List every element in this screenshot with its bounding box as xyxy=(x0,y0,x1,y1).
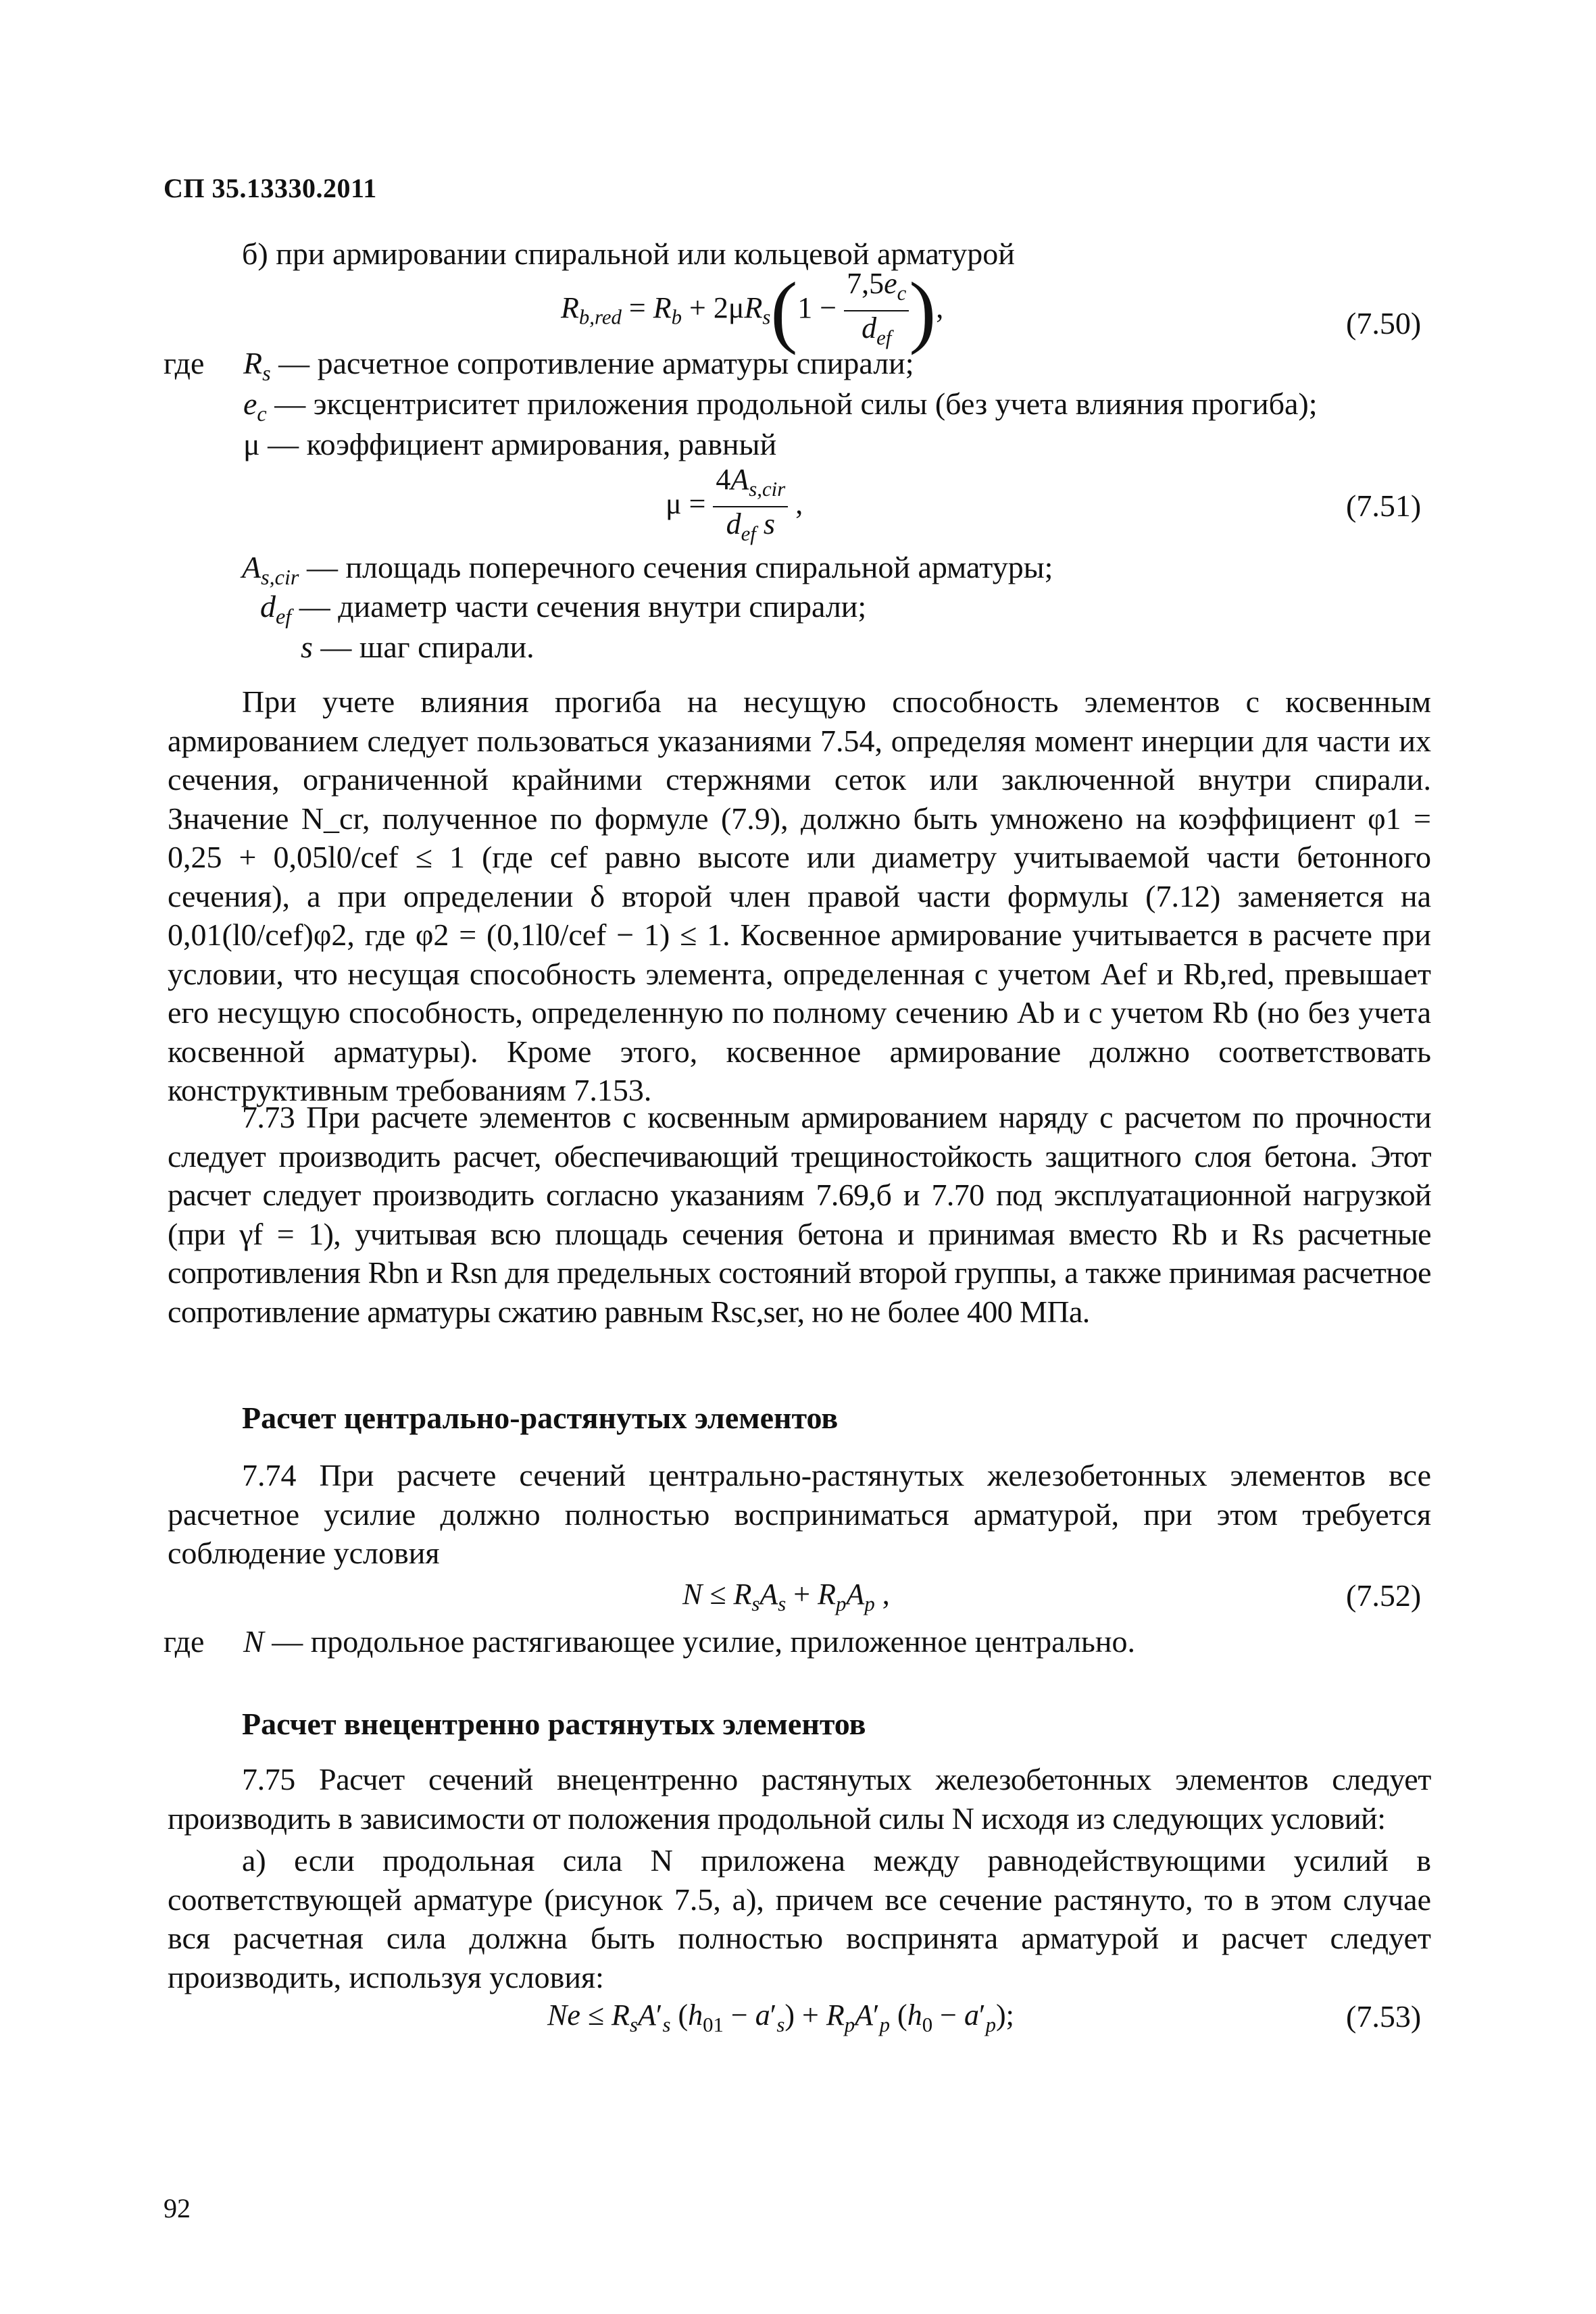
def-subscript: ef xyxy=(276,604,292,629)
heading-central-tension: Расчет центрально-растянутых элементов xyxy=(242,1401,839,1435)
page-number: 92 xyxy=(164,2193,191,2223)
def-text: — расчетное сопротивление арматуры спирали; xyxy=(270,346,914,380)
paragraph-7-75-a xyxy=(168,1841,1431,1996)
equation-number-7-52: (7.52) xyxy=(1346,1578,1422,1613)
section-b-intro: б) при армировании спиральной или кольцевой арматурой xyxy=(242,236,1015,271)
def-symbol: N xyxy=(243,1624,264,1659)
paragraph-7-75-a-text: а) если продольная сила N приложена между равнодействующими усилий в соответствующей арматуре (рисунок 7.5, а), причем все сечение растянуто, то в этом случае вся расчетная сила должна быть полностью воспринята арматурой и расчет следует производить, используя условия: xyxy=(168,1843,1431,1994)
def-subscript: s,cir xyxy=(261,565,299,590)
paragraph-7-73 xyxy=(168,1098,1431,1331)
paragraph-7-73-text: 7.73 При расчете элементов с косвенным армированием наряду с расчетом по прочности следует производить расчет, обеспечивающий трещиностойкость защитного слоя бетона. Этот расчет следует производить согласно указаниям 7.69,б и 7.70 под эксплуатационной нагрузкой (при γf = 1), учитывая всю площадь сечения бетона и принимая вместо Rb и Rs расчетные сопротивления Rbn и Rsn для предельных состояний второй группы, а также принимая расчетное сопротивление арматуры сжатию равным Rsc,ser, но не более 400 МПа. xyxy=(168,1100,1431,1329)
formula-7-50: $R_{b,red} = R_b + 2\mu R_s(1$ − $\frac{7,5e_c}{d_{ef}}$ ), xyxy=(561,265,944,355)
paragraph-7-75 xyxy=(168,1760,1431,1838)
document-code-header: СП 35.13330.2011 xyxy=(164,173,377,203)
paragraph-7-74-text: 7.74 При расчете сечений центрально-растянутых железобетонных элементов все расчетное усилие должно полностью восприниматься арматурой, при этом требуется соблюдение условия xyxy=(168,1458,1431,1570)
def-text: — шаг спирали. xyxy=(312,630,534,664)
def-symbol: e xyxy=(243,386,257,421)
def-symbol: s xyxy=(301,630,313,664)
equation-number-7-53: (7.53) xyxy=(1346,1999,1422,2034)
paragraph-deflection-text: При учете влияния прогиба на несущую способность элементов с косвенным армированием следует пользоваться указаниями 7.54, определяя момент инерции для части их сечения, ограниченной крайними стержнями сеток или заключенной внутри спирали. Значение N_cr, полученное по формуле (7.9), должно быть умножено на коэффициент φ1 = 0,25 + 0,05l0/cef ≤ 1 (где cef равно высоте или диаметру учитываемой части бетонного сечения), а при определении δ второй член правой части формулы (7.12) заменяется на 0,01(l0/cef)φ2, где φ2 = (0,1l0/cef − 1) ≤ 1. Косвенное армирование учитывается в расчете при условии, что несущая способность элемента, определенная с учетом Aef и Rb,red, превышает его несущую способность, определенную по полному сечению Ab и с учетом Rb (но без учета косвенной арматуры). Кроме этого, косвенное армирование должно соответствовать конструктивным требованиям 7.153. xyxy=(168,684,1431,1107)
def-subscript: c xyxy=(257,401,267,426)
formula-7-53: $Ne \le R_sA'_s$ $(h_{01} - a'_s) + R_pA'_p$ $(h_0 - a'_p)$; xyxy=(547,1998,1014,2036)
definition-n xyxy=(243,1623,1135,1661)
paragraph-7-75-text: 7.75 Расчет сечений внецентренно растянутых железобетонных элементов следует производить в зависимости от положения продольной силы N исходя из следующих условий: xyxy=(168,1762,1431,1836)
def-text: — коэффициент армирования, равный xyxy=(259,427,777,461)
def-symbol: A xyxy=(242,550,261,584)
formula-7-52: $N \le R_sA_s + R_pA_p$ , xyxy=(682,1578,890,1615)
where-label: где xyxy=(164,346,205,380)
def-text: — продольное растягивающее усилие, приложенное центрально. xyxy=(264,1624,1135,1659)
def-symbol: d xyxy=(260,589,276,624)
def-symbol: μ xyxy=(243,427,260,461)
def-text: — диаметр части сечения внутри спирали; xyxy=(291,589,867,624)
heading-eccentric-tension: Расчет внецентренно растянутых элементов xyxy=(242,1707,866,1741)
definition-mu xyxy=(243,426,776,463)
def-symbol: R xyxy=(243,346,263,380)
def-text: — эксцентриситет приложения продольной силы (без учета влияния прогиба); xyxy=(266,386,1318,421)
definition-s xyxy=(301,628,534,666)
paragraph-deflection xyxy=(168,682,1431,1110)
equation-number-7-50: (7.50) xyxy=(1346,306,1422,341)
formula-7-51: μ = $\frac{4A_{s,cir}}{d_{ef} s}$ , xyxy=(666,463,803,545)
def-text: — площадь поперечного сечения спиральной арматуры; xyxy=(299,550,1053,584)
def-subscript: s xyxy=(262,361,271,386)
where-label-752: где xyxy=(164,1624,205,1659)
paragraph-7-74 xyxy=(168,1456,1431,1573)
equation-number-7-51: (7.51) xyxy=(1346,488,1422,523)
